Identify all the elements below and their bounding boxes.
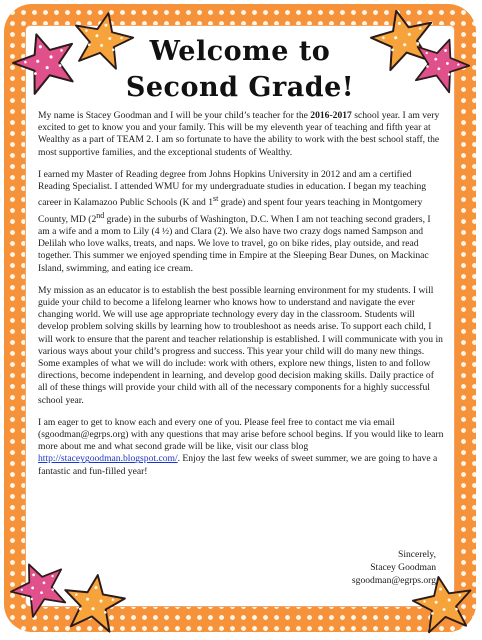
title-line-2: Second Grade! — [125, 72, 355, 103]
contact-paragraph: I am eager to get to know each and every one of you. Please feel free to contact me via email (sgoodman@egrps.org) with any questions that may arise before school begins. If you would like to learn more about me and what second grade will be like, visit our class blog http://staceygoodman.blogspot.com/. Enjoy the last few weeks of sweet summer, we are going to have a fantastic and fun-filled year! — [38, 416, 444, 477]
signature-name: Stacey Goodman — [370, 562, 436, 573]
school-year: 2016-2017 — [310, 110, 352, 121]
star-orange-icon — [405, 567, 481, 640]
letter-body — [38, 110, 444, 488]
intro-paragraph: My name is Stacey Goodman and I will be your child’s teacher for the 2016-2017 school year. I am very excited to get to know you and your family. This will be my eleventh year of teaching and fifth year at Wealthy as a part of TEAM 2. I am so fortunate to have the ability to work with the best school staff, the most supportive families, and the exceptional students of Wealthy. — [38, 110, 440, 158]
signature-closing: Sincerely, — [397, 549, 436, 560]
signature-email: sgoodman@egrps.org — [351, 575, 436, 586]
background-paragraph: I earned my Master of Reading degree from Johns Hopkins University in 2012 and am a certified Reading Specialist. I attended WMU for my undergraduate studies in education. I began my teaching career in Kalamazoo Public Schools (K and 1st grade) and spent four years teaching in Montgomery County, MD (2nd grade) in the suburbs of Washington, D.C. When I am not teaching second graders, I am a wife and a mom to Lily (4 ½) and Clara (2). We also have two crazy dogs named Sampson and Delilah who love walks, treats, and naps. We love to travel, go on bike rides, play outside, and read together. This summer we enjoyed spending time in Empire at the Sleeping Bear Dunes, on Mackinac Island, swimming, and eating ice cream. — [38, 168, 431, 274]
title-line-1: Welcome to — [149, 36, 331, 67]
star-orange-icon — [56, 566, 132, 639]
mission-paragraph: My mission as an educator is to establish the best possible learning environment for my students. I will guide your child to become a lifelong learner who knows how to understand and navigate the ever changing world. We will use age appropriate technology every day in the classroom. Students will develop problem solving skills by learning how to troubleshoot as needs arise. To support each child, I will work to ensure that the parent and teacher relationship is established. I will communicate with you in various ways about your child’s progress and success. This year your child will do many new things. Some examples of what we will do include: work with others, explore new things, listen to and follow directions, become independent in learning, and develop good decision making skills. Daily practice of all of these things will provide your child with all of the necessary components for a highly successful school year. — [38, 284, 443, 406]
page-title — [26, 34, 454, 106]
class-blog-link[interactable]: http://staceygoodman.blogspot.com/ — [38, 453, 178, 465]
